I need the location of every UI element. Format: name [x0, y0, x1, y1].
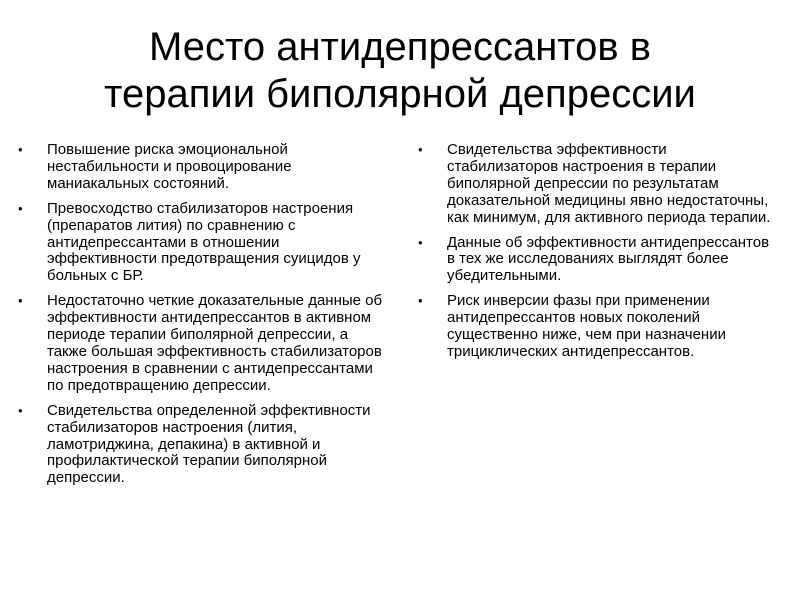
list-item-text: Свидетельства эффективности стабилизаторов настроения в терапии биполярной депрессии по результатам доказательной медицины явно недостаточны, как минимум, для активного периода терапии. [447, 141, 771, 226]
bullet-icon: • [418, 142, 423, 157]
list-item [18, 201, 390, 286]
slide-title-line-2: терапии биполярной депрессии [104, 72, 696, 116]
bullet-icon: • [18, 142, 23, 157]
list-item [18, 403, 390, 488]
bullet-icon: • [18, 402, 23, 418]
list-item [418, 293, 774, 361]
list-item-text: Недостаточно четкие доказательные данные об эффективности антидепрессантов в активном периоде терапии биполярной депрессии, а также большая эффективность стабилизаторов настроения в сравнении с антидепрессантами по предотвращению депрессии. [47, 292, 383, 394]
list-item-text: Риск инверсии фазы при применении антидепрессантов новых поколений существенно ниже, чем при назначении трициклических антидепрессантов. [447, 292, 726, 360]
list-item [18, 142, 390, 193]
list-item-text: Данные об эффективности антидепрессантов в тех же исследованиях выглядят более убедительными. [447, 233, 770, 285]
list-item-text: Превосходство стабилизаторов настроения (препаратов лития) по сравнению с антидепрессантами в отношении эффективности предотвращения суицидов у больных с БР. [47, 199, 361, 285]
bullet-icon: • [418, 234, 423, 250]
list-item [418, 142, 774, 227]
list-item-text: Повышение риска эмоциональной нестабильности и провоцирование маниакальных состояний. [47, 141, 292, 192]
left-bullet-list [18, 142, 390, 495]
list-item [418, 235, 774, 286]
list-item [18, 293, 390, 394]
bullet-icon: • [18, 200, 23, 216]
slide-title-line-1: Место антидепрессантов в [148, 25, 652, 69]
bullet-icon: • [18, 293, 23, 309]
slide-title [40, 24, 760, 118]
list-item-text: Свидетельства определенной эффективности стабилизаторов настроения (лития, ламотриджина, депакина) в активной и профилактической терапии биполярной депрессии. [47, 401, 371, 487]
right-bullet-list [418, 142, 774, 369]
bullet-icon: • [418, 293, 423, 309]
